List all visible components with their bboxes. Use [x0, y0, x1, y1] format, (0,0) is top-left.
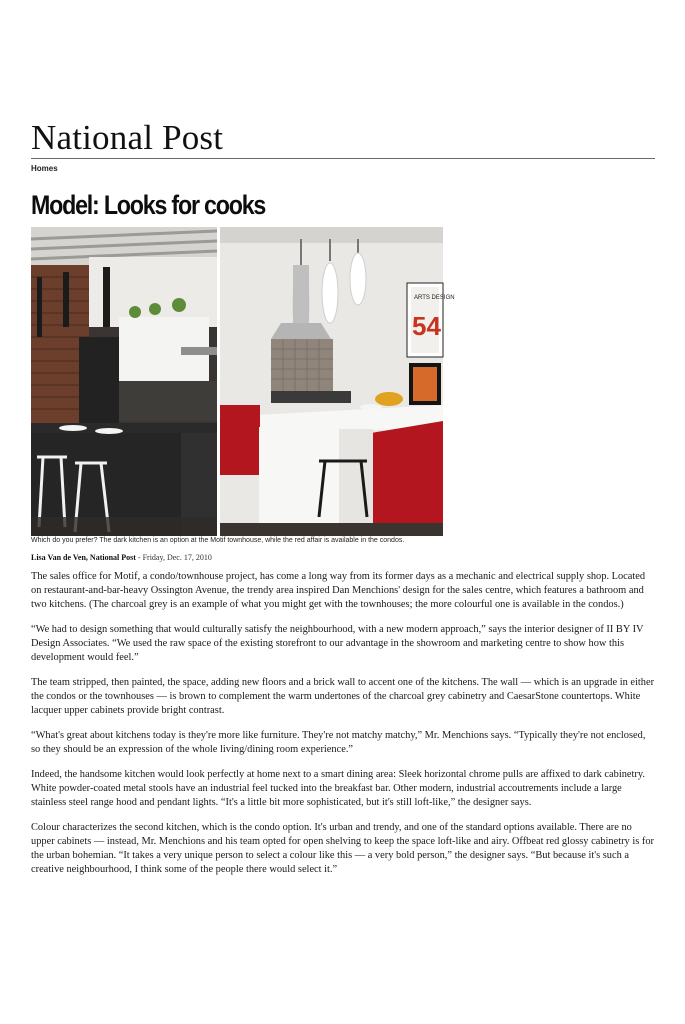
- masthead-divider: [31, 158, 655, 159]
- article-paragraph: The team stripped, then painted, the space, adding new floors and a brick wall to accent one of the kitchens. The wall — which is an upgrade in either the condos or the townhouses — is brown to complement the warm undertones of the charcoal grey cabinetry and CaesarStone countertops. White lacquer upper cabinets provide bright contrast.: [31, 677, 655, 716]
- masthead-logo[interactable]: National Post: [31, 118, 224, 157]
- article-paragraph: “What's great about kitchens today is they're more like furniture. They're not matchy matchy,” Mr. Menchions says. “Typically they're not enclosed, so they should be an expression of the whole living/dining room experience.”: [31, 730, 646, 755]
- article-photo: [31, 227, 455, 536]
- poster-text: ARTS DESIGN: [414, 295, 455, 301]
- article-paragraph: “We had to design something that would culturally satisfy the neighbourhood, with a new modern approach,” says the interior designer of II BY IV Design Associates. “We used the raw space of the existing storefront to our advantage in the showroom and marketing centre to show how this development would feel.”: [31, 624, 644, 663]
- poster-number: 54: [412, 311, 441, 341]
- article-paragraph: Indeed, the handsome kitchen would look perfectly at home next to a smart dining area: Sleek horizontal chrome pulls are affixed to dark cabinetry. White powder-coated metal stools have an industrial feel tucked into the breakfast bar. Other modern, industrial accoutrements include a large stainless steel range hood and pendant lights. “It's a little bit more sophisticated, but it's still loft-like,” the designer says.: [31, 769, 645, 808]
- article-paragraph: Colour characterizes the second kitchen, which is the condo option. It's urban and trendy, and one of the standard options available. There are no upper cabinets — instead, Mr. Menchions and his team opted for open shelving to keep the space loft-like and airy. Offbeat red glossy cabinetry is for the urban bohemian. “It takes a very unique person to select a colour like this — a very bold person,” the designer says. “But because it's such a creative neighbourhood, I think some of the people there would select it.”: [31, 822, 654, 875]
- red-kitchen-photo: [220, 227, 455, 536]
- article-body: [31, 570, 655, 888]
- byline-date: - Friday, Dec. 17, 2010: [135, 553, 212, 562]
- section-label[interactable]: Homes: [31, 164, 58, 173]
- article-paragraph: The sales office for Motif, a condo/townhouse project, has come a long way from its former days as a mechanic and electrical supply shop. Located on restaurant-and-bar-heavy Ossington Avenue, the trendy area inspired Dan Menchions' design for the sales centre, which features a bathroom and two kitchens. (The charcoal grey is an example of what you might get with the townhouses; the more colourful one is available in the condos.): [31, 571, 646, 610]
- article-headline: Model: Looks for cooks: [31, 190, 266, 220]
- byline: [31, 553, 212, 562]
- byline-author: Lisa Van de Ven, National Post: [31, 553, 136, 562]
- photo-caption: Which do you prefer? The dark kitchen is an option at the Motif townhouse, while the red affair is available in the condos.: [31, 537, 405, 544]
- dark-kitchen-photo: [31, 227, 217, 536]
